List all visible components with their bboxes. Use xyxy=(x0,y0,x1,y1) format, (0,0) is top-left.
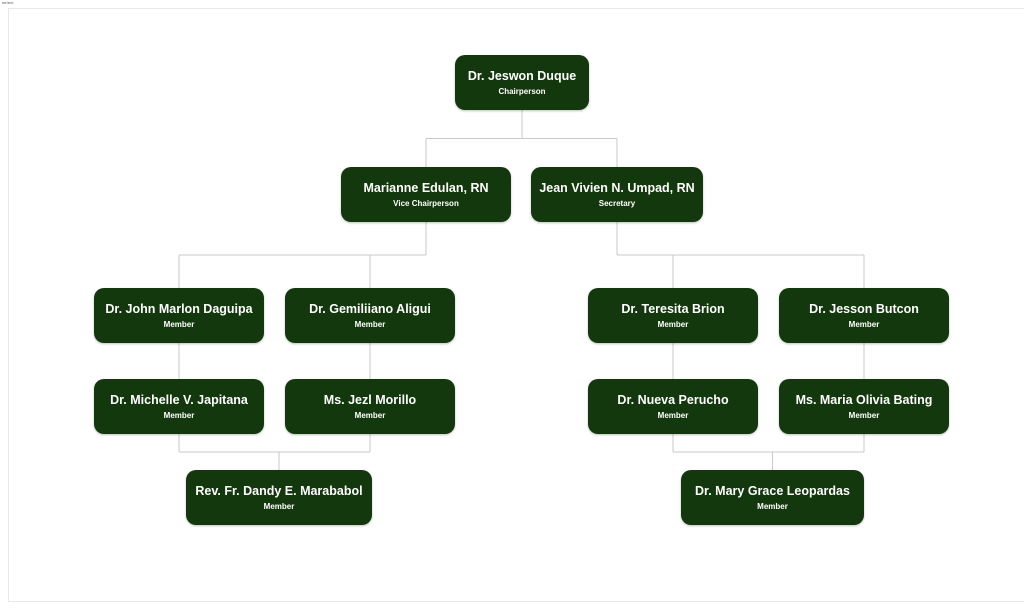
org-node-role: Member xyxy=(848,411,880,421)
org-node-role: Member xyxy=(163,320,195,330)
org-node[interactable] xyxy=(186,470,372,525)
org-node-role: Member xyxy=(354,320,386,330)
org-node-role: Member xyxy=(263,502,295,512)
corner-label: select xyxy=(2,0,14,5)
org-node-role: Vice Chairperson xyxy=(393,199,459,209)
org-node-name: Dr. Jesson Butcon xyxy=(809,301,919,316)
org-node[interactable] xyxy=(285,288,455,343)
org-node[interactable] xyxy=(341,167,511,222)
org-node-role: Secretary xyxy=(598,199,636,209)
org-node[interactable] xyxy=(588,379,758,434)
org-node-role: Member xyxy=(354,411,386,421)
org-node-name: Marianne Edulan, RN xyxy=(363,180,489,195)
org-node[interactable] xyxy=(94,288,264,343)
org-node-name: Dr. John Marlon Daguipa xyxy=(105,301,253,316)
org-node[interactable] xyxy=(94,379,264,434)
org-node-name: Dr. Michelle V. Japitana xyxy=(110,392,248,407)
org-node-role: Chairperson xyxy=(498,87,546,97)
org-node[interactable] xyxy=(681,470,864,525)
org-node-role: Member xyxy=(848,320,880,330)
org-node[interactable] xyxy=(779,288,949,343)
org-node-name: Dr. Mary Grace Leopardas xyxy=(695,483,850,498)
org-node[interactable] xyxy=(531,167,703,222)
org-node-name: Dr. Gemiliiano Aligui xyxy=(309,301,431,316)
org-node-role: Member xyxy=(757,502,788,512)
org-node-name: Dr. Nueva Perucho xyxy=(617,392,729,407)
org-node-role: Member xyxy=(657,411,689,421)
org-node-name: Rev. Fr. Dandy E. Marababol xyxy=(195,483,363,498)
org-node[interactable] xyxy=(455,55,589,110)
org-node-name: Ms. Maria Olivia Bating xyxy=(795,392,933,407)
org-node-name: Ms. Jezl Morillo xyxy=(323,392,417,407)
org-node[interactable] xyxy=(588,288,758,343)
org-node-name: Dr. Jeswon Duque xyxy=(467,68,577,83)
org-node-name: Dr. Teresita Brion xyxy=(621,301,725,316)
org-node[interactable] xyxy=(285,379,455,434)
org-node-role: Member xyxy=(163,411,195,421)
org-node[interactable] xyxy=(779,379,949,434)
org-node-role: Member xyxy=(657,320,689,330)
org-node-name: Jean Vivien N. Umpad, RN xyxy=(539,180,695,195)
